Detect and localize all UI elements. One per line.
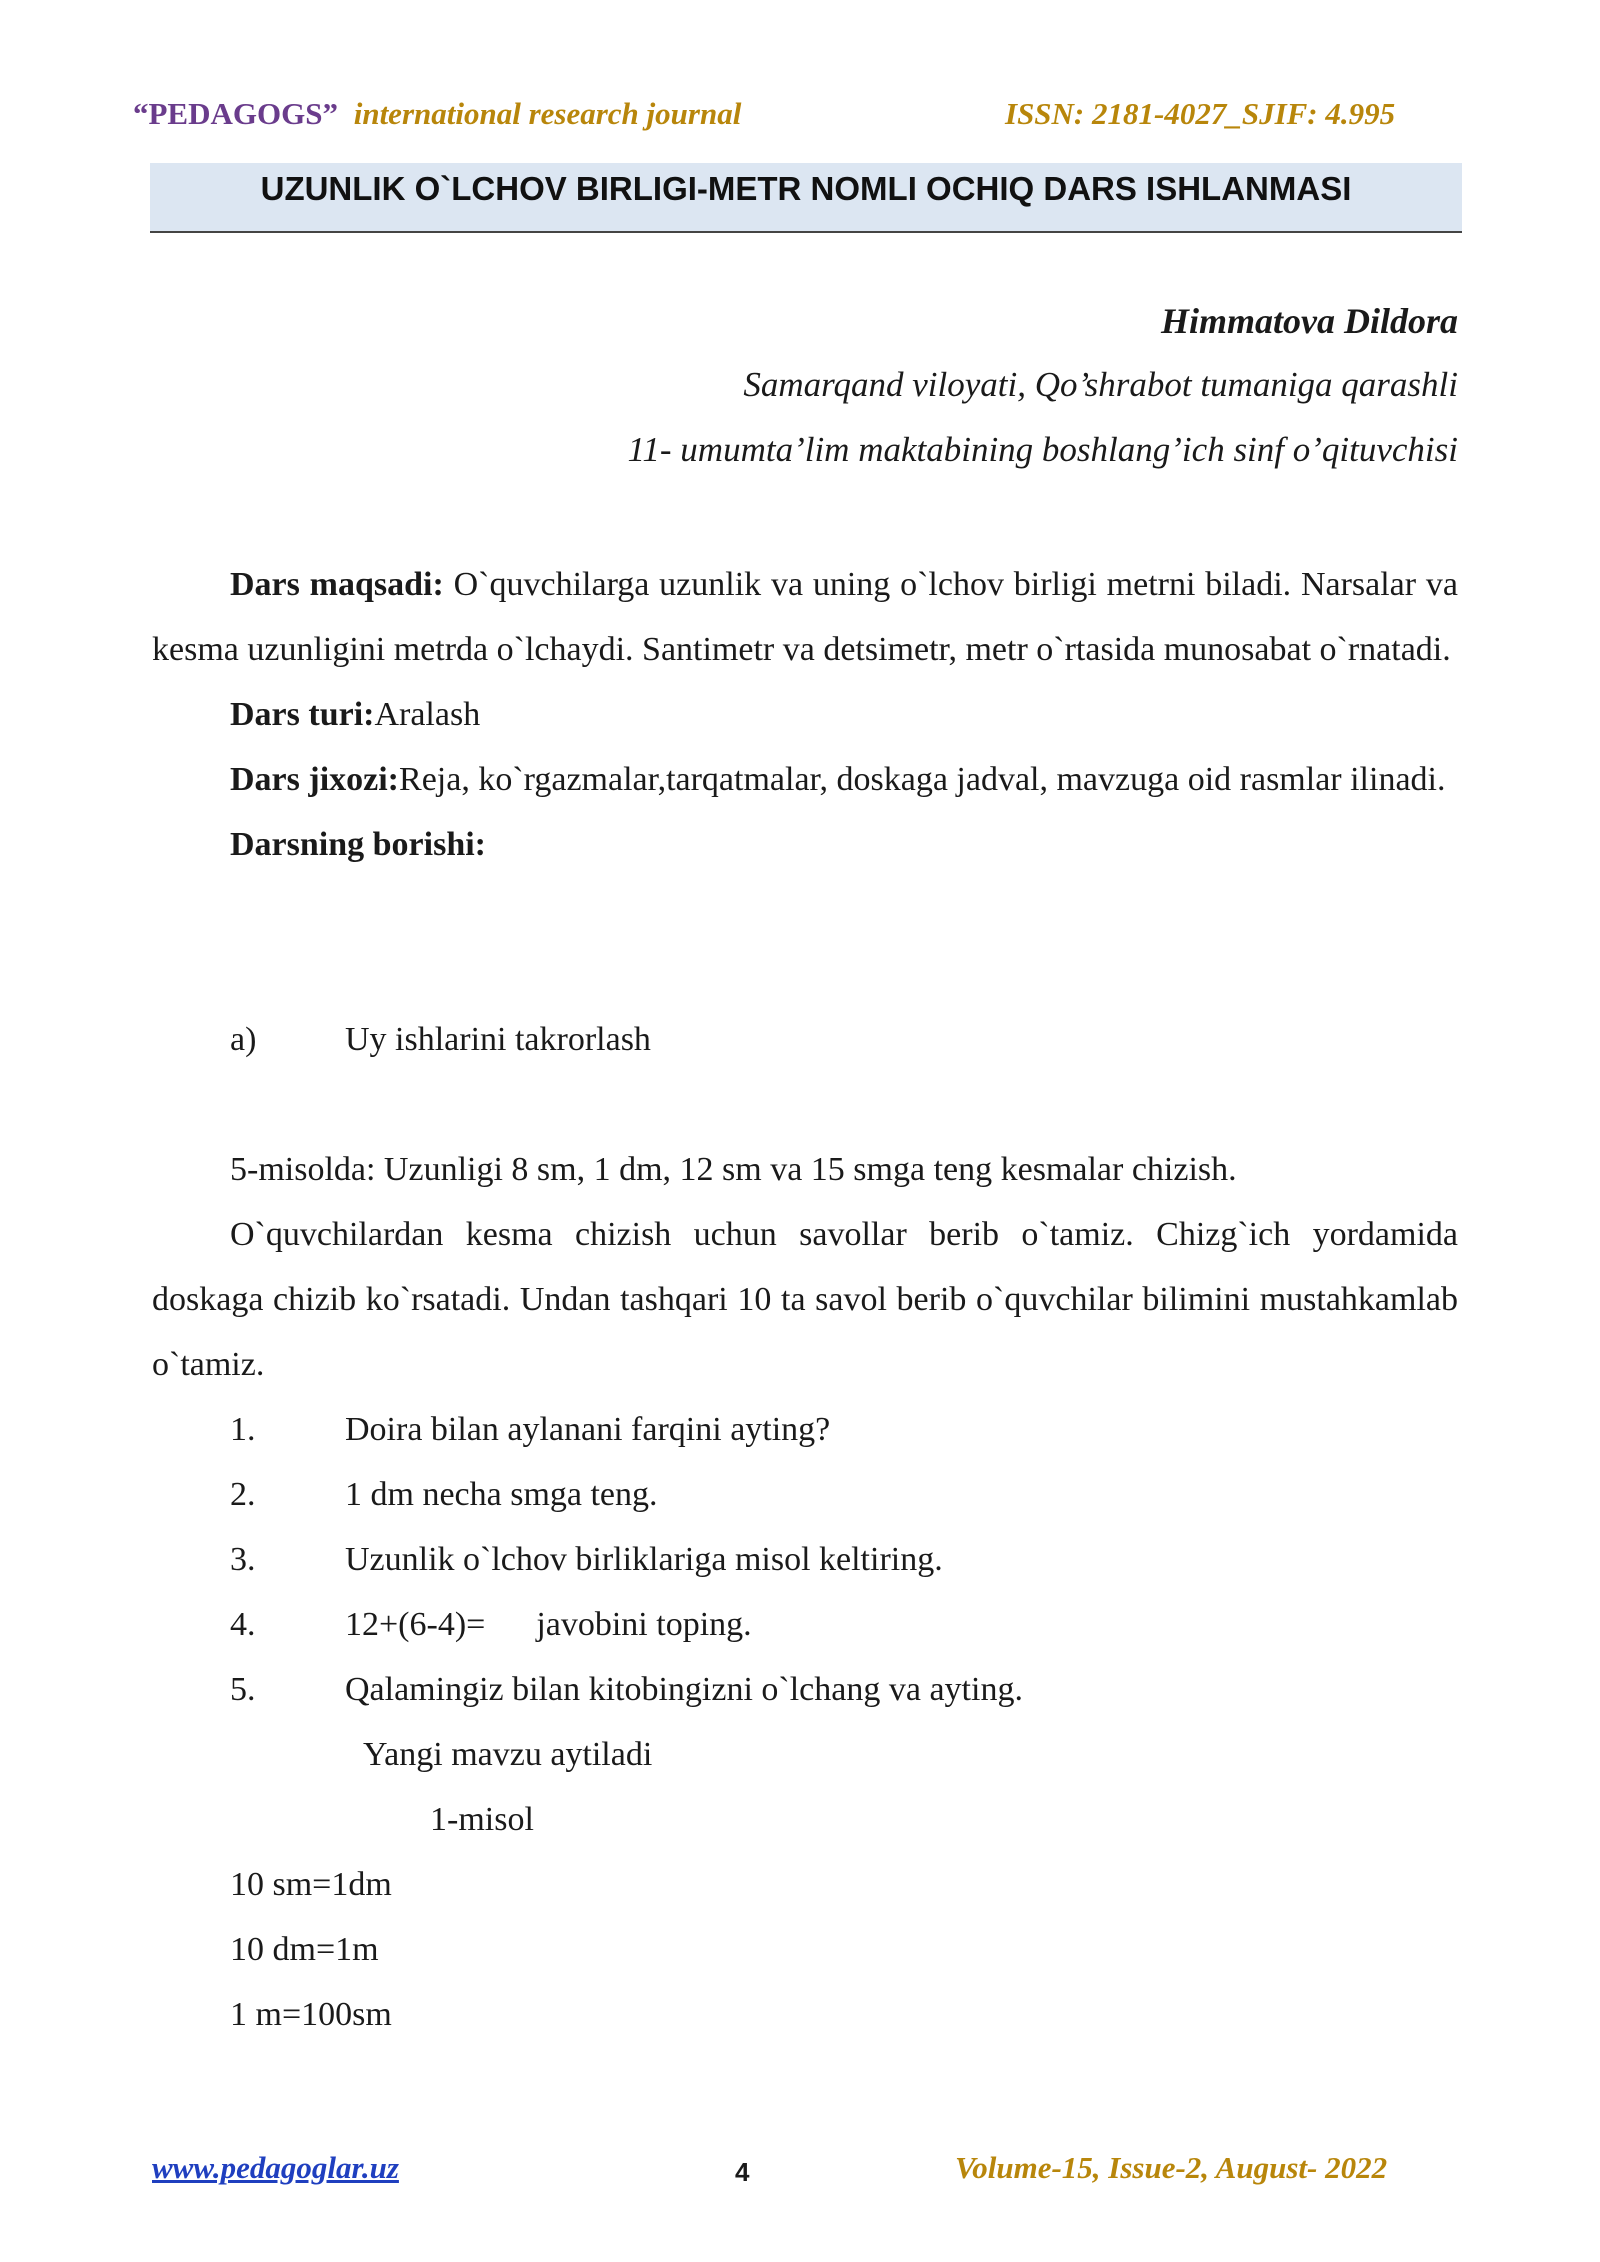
author-affiliation-line1: Samarqand viloyati, Qo’shrabot tumaniga qarashli [743, 365, 1458, 404]
question-item [230, 1657, 1023, 1722]
equation: 1 m=100sm [230, 1996, 392, 2033]
goal-label: Dars maqsadi: [230, 566, 444, 603]
exercise-5: 5-misolda: Uzunligi 8 sm, 1 dm, 12 sm va 15 smga teng kesmalar chizish. [230, 1151, 1237, 1188]
question-number: 3. [230, 1541, 256, 1578]
type-text: Aralash [374, 696, 481, 733]
journal-name: international research journal [353, 96, 742, 131]
question-text: 1 dm necha smga teng. [345, 1476, 658, 1513]
lesson-goal [152, 552, 1458, 682]
question-number: 4. [230, 1606, 256, 1643]
issn-label: ISSN: 2181-4027_SJIF: 4.995 [1005, 96, 1396, 131]
question-text: Doira bilan aylanani farqini ayting? [345, 1411, 831, 1448]
list-marker: a) [230, 1021, 257, 1058]
equation: 10 sm=1dm [230, 1866, 392, 1903]
question-text: Qalamingiz bilan kitobingizni o`lchang va ayting. [345, 1671, 1023, 1708]
list-item-a [230, 1007, 651, 1072]
question-item [230, 1462, 658, 1527]
lesson-equipment [152, 747, 1458, 812]
equation: 10 dm=1m [230, 1931, 379, 1968]
author-affiliation-line2: 11- umumta’lim maktabining boshlang’ich sinf o’qituvchisi [627, 430, 1458, 469]
lesson-info [152, 552, 1458, 877]
equipment-text: Reja, ko`rgazmalar,tarqatmalar, doskaga jadval, mavzuga oid rasmlar ilinadi. [399, 761, 1446, 798]
exercise-paragraph: O`quvchilardan kesma chizish uchun savollar berib o`tamiz. Chizg`ich yordamida doskaga chizib ko`rsatadi. Undan tashqari 10 ta savol berib o`quvchilar bilimini mustahkamlab o`tamiz. [152, 1216, 1458, 1383]
question-item [230, 1527, 943, 1592]
question-item [230, 1397, 830, 1462]
question-number: 1. [230, 1411, 256, 1448]
list-item-text: Uy ishlarini takrorlash [345, 1021, 651, 1058]
progress-label: Darsning borishi: [230, 826, 486, 863]
question-item [230, 1592, 752, 1657]
article-title: UZUNLIK O`LCHOV BIRLIGI-METR NOMLI OCHIQ DARS ISHLANMASI [260, 170, 1352, 207]
exercise-block [152, 1137, 1458, 1397]
new-topic-line: Yangi mavzu aytiladi [363, 1736, 653, 1773]
journal-header [133, 96, 741, 132]
volume-label: Volume-15, Issue-2, August- 2022 [955, 2150, 1388, 2185]
lesson-type [152, 682, 1458, 747]
question-number: 5. [230, 1671, 256, 1708]
lesson-progress-heading [152, 812, 1458, 877]
question-text: 12+(6-4)= javobini toping. [345, 1606, 752, 1643]
goal-text: O`quvchilarga uzunlik va uning o`lchov birligi metrni biladi. Narsalar va kesma uzunligini metrda o`lchaydi. Santimetr va detsimetr, metr o`rtasida munosabat o`rnatadi. [152, 566, 1458, 668]
type-label: Dars turi: [230, 696, 375, 733]
question-text: Uzunlik o`lchov birliklariga misol keltiring. [345, 1541, 943, 1578]
example-label: 1-misol [430, 1801, 534, 1838]
equipment-label: Dars jixozi: [230, 761, 400, 798]
page-number: 4 [735, 2157, 750, 2187]
website-link[interactable]: www.pedagoglar.uz [152, 2150, 399, 2185]
author-name: Himmatova Dildora [1161, 301, 1458, 341]
journal-brand: “PEDAGOGS” [133, 96, 338, 131]
question-number: 2. [230, 1476, 256, 1513]
